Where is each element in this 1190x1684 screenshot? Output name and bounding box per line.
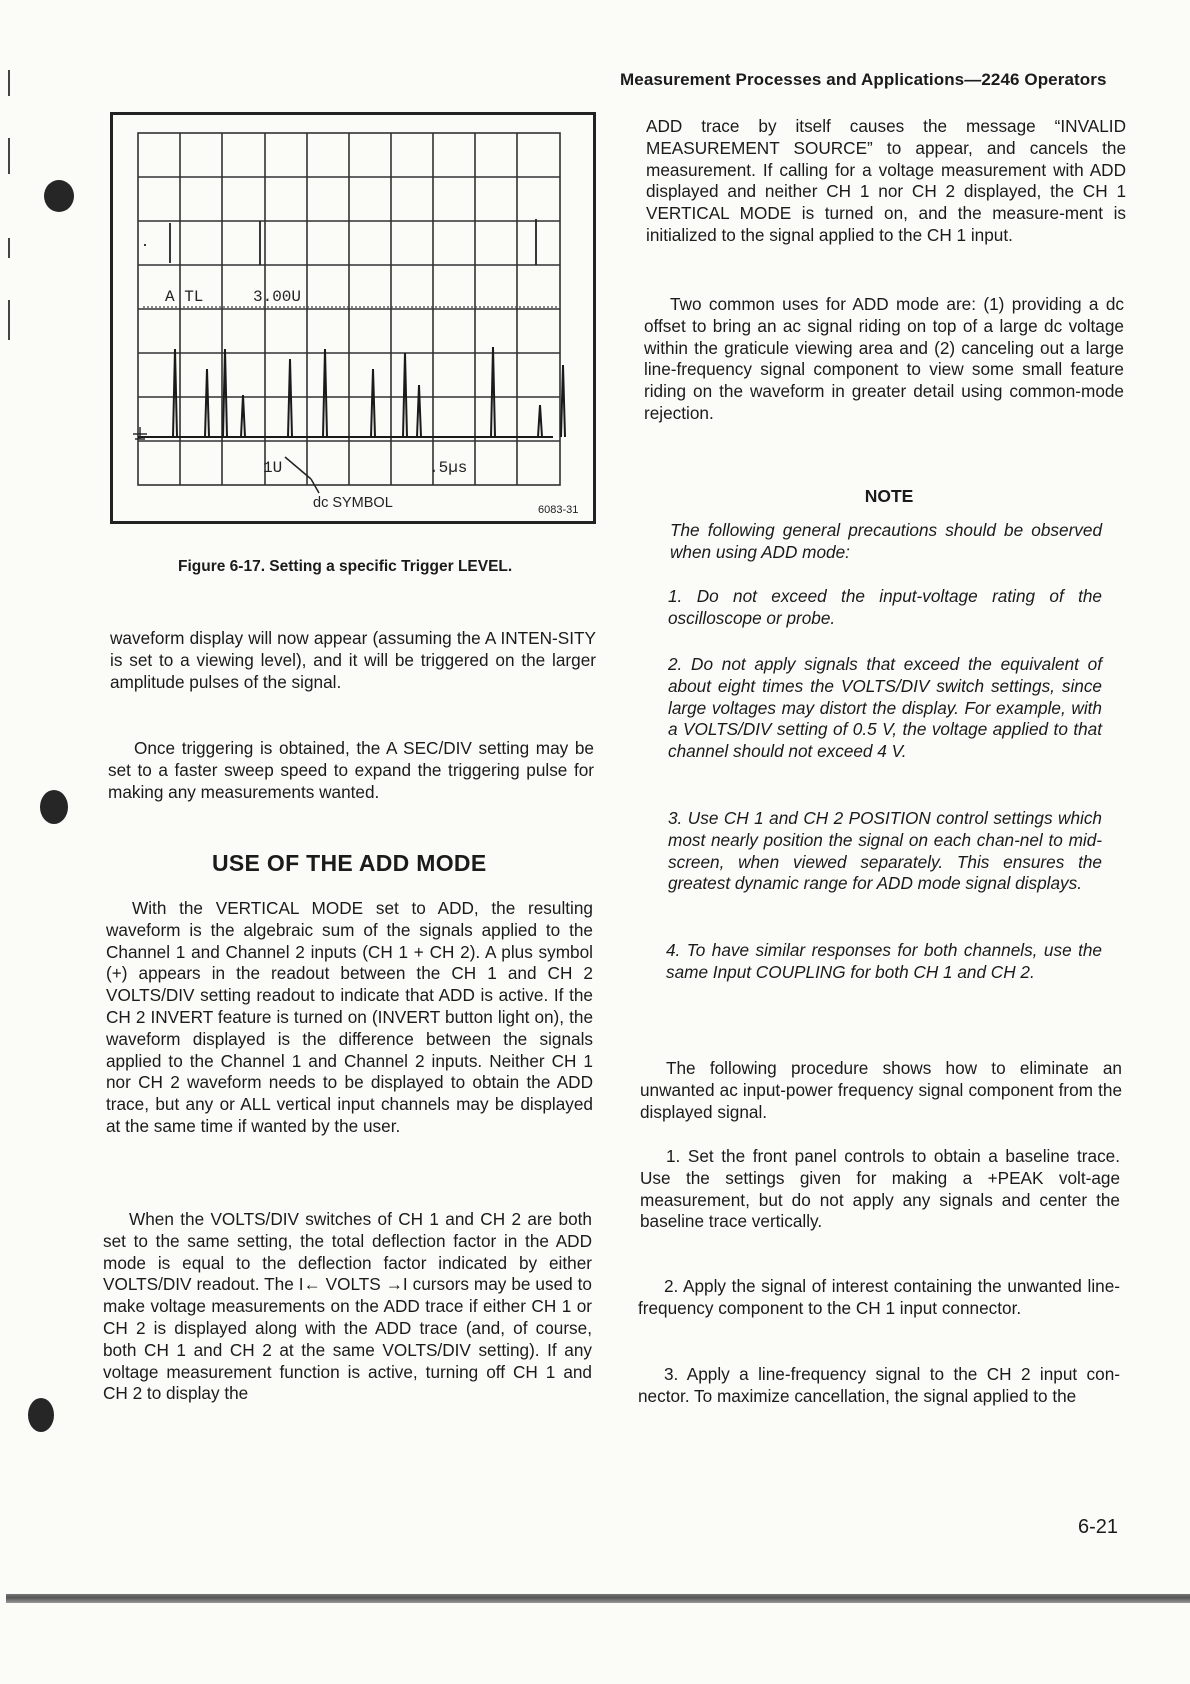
left-paragraph-4: When the VOLTS/DIV switches of CH 1 and CH 2 are both set to the same setting, the total deflection factor in the ADD mode is equal to the deflection factor indicated by either VOLTS/DIV readout. The I← VOLTS →I cursors may be used to make voltage measurements on the ADD trace if either CH 1 or CH 2 is displayed along with the ADD trace (and, of course, both CH 1 and CH 2 at the same VOLTS/DIV setting). If any voltage measurement function is active, turning off CH 1 and CH 2 to display the [103, 1209, 592, 1404]
page-number: 6-21 [1078, 1516, 1119, 1538]
waveform-trace [138, 347, 565, 437]
margin-mark [8, 70, 10, 96]
note-title: NOTE [864, 486, 914, 506]
note-item-2: 2. Do not apply signals that exceed the equivalent of about eight times the VOLTS/DIV switch settings, since large voltages may distort the display. For example, with a VOLTS/DIV setting of 0.5 V, the voltage applied to that channel should not exceed 4 V. [668, 654, 1102, 762]
margin-mark [8, 300, 10, 340]
margin-mark [8, 138, 10, 174]
scan-edge-bar [6, 1594, 1190, 1603]
right-paragraph-1: ADD trace by itself causes the message “INVALID MEASUREMENT SOURCE” to appear, and cancels the measurement. If calling for a voltage measurement with ADD displayed and neither CH 1 nor CH 2 displayed, the CH 1 VERTICAL MODE is turned on, and the measure-ment is initialized to the signal applied to the CH 1 input. [646, 116, 1126, 245]
procedure-step-1: 1. Set the front panel controls to obtain a baseline trace. Use the settings given for making a +PEAK volt-age measurement, but do not apply any signals and center the baseline trace vertically. [640, 1146, 1120, 1232]
punch-hole [44, 180, 74, 212]
readout-trigger-level: 3.00U [253, 288, 302, 306]
readout-volts-div: 1U [263, 459, 283, 477]
note-item-3: 3. Use CH 1 and CH 2 POSITION control settings which most nearly position the signal on each chan-nel to mid-screen, when viewed separately. This ensures the greatest dynamic range for ADD mode signal displays. [668, 808, 1102, 894]
figure-id: 6083-31 [538, 504, 579, 516]
procedure-step-3: 3. Apply a line-frequency signal to the CH 2 input con-nector. To maximize cancellation, the signal applied to the [638, 1364, 1120, 1406]
right-paragraph-2: Two common uses for ADD mode are: (1) providing a dc offset to bring an ac signal riding on top of a large dc voltage within the graticule viewing area and (2) canceling out a large line-frequency signal component to view some small feature riding on the waveform in greater detail using common-mode rejection. [644, 294, 1124, 423]
left-paragraph-2: Once triggering is obtained, the A SEC/DIV setting may be set to a faster sweep speed to expand the triggering pulse for making any measurements wanted. [108, 738, 594, 802]
oscilloscope-figure [110, 112, 596, 524]
margin-mark [8, 238, 10, 258]
punch-hole [40, 790, 68, 824]
figure-caption: Figure 6-17. Setting a specific Trigger LEVEL. [178, 558, 513, 575]
note-item-4: 4. To have similar responses for both channels, use the same Input COUPLING for both CH 1 and CH 2. [666, 940, 1102, 982]
note-item-1: 1. Do not exceed the input-voltage rating of the oscilloscope or probe. [668, 586, 1102, 628]
graticule-display [113, 115, 593, 521]
right-paragraph-3: The following procedure shows how to eliminate an unwanted ac input-power frequency signal component from the displayed signal. [640, 1058, 1122, 1122]
note-intro: The following general precautions should be observed when using ADD mode: [670, 520, 1102, 562]
sweep-markers [144, 219, 536, 265]
readout-sec-div: .5µs [429, 459, 468, 477]
section-title: USE OF THE ADD MODE [212, 850, 487, 876]
readout-trigger-source: A TL [165, 288, 204, 306]
dc-symbol-label: dc SYMBOL [313, 495, 393, 511]
running-header: Measurement Processes and Applications—2246 Operators [620, 70, 1107, 89]
left-paragraph-1: waveform display will now appear (assuming the A INTEN-SITY is set to a viewing level), and it will be triggered on the larger amplitude pulses of the signal. [110, 628, 596, 692]
punch-hole [28, 1398, 54, 1432]
left-paragraph-3: With the VERTICAL MODE set to ADD, the resulting waveform is the algebraic sum of the signals applied to the Channel 1 and Channel 2 inputs (CH 1 + CH 2). A plus symbol (+) appears in the readout between the CH 1 and CH 2 VOLTS/DIV setting readout to indicate that ADD is active. If the CH 2 INVERT feature is turned on (INVERT button light on), the waveform displayed is the difference between the signals applied to the Channel 1 and Channel 2 inputs. Neither CH 1 nor CH 2 waveform needs to be displayed to obtain the ADD trace, but any or ALL vertical input channels may be displayed at the same time if wanted by the user. [106, 898, 593, 1136]
procedure-step-2: 2. Apply the signal of interest containing the unwanted line-frequency component to the CH 1 input connector. [638, 1276, 1120, 1318]
